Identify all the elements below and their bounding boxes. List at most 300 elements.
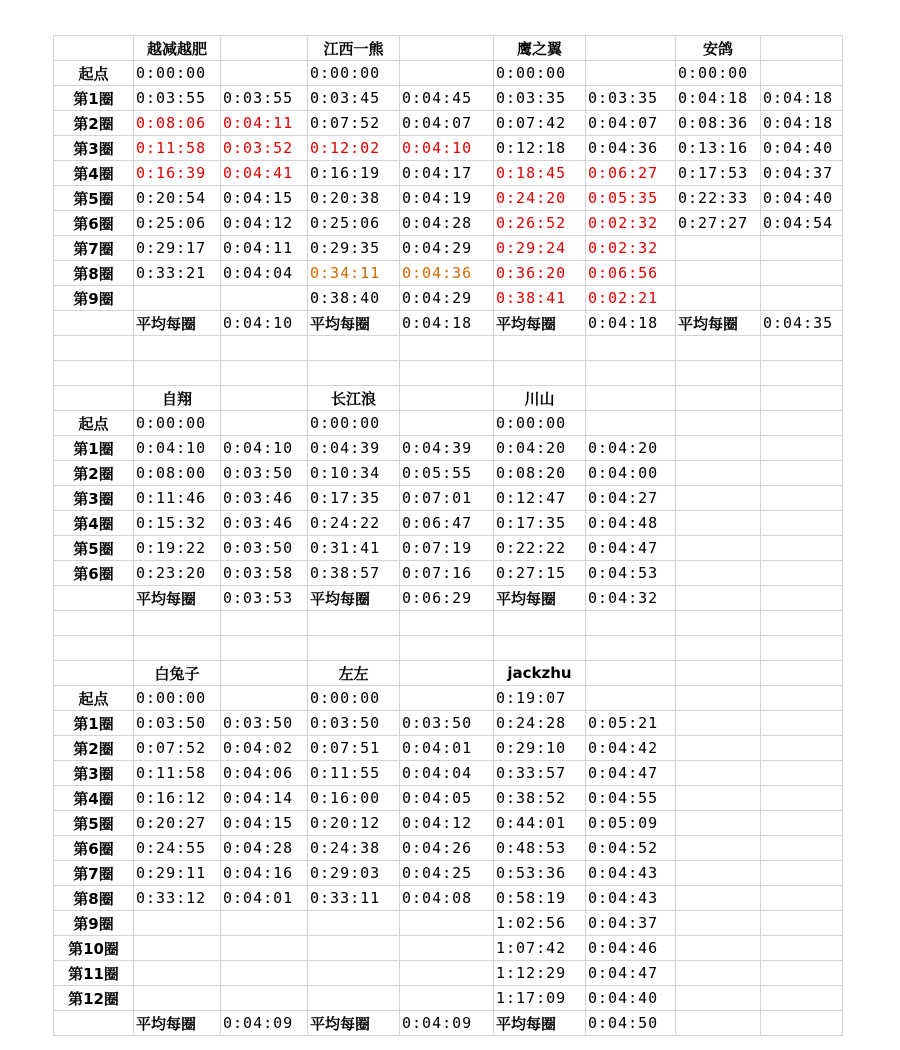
cumulative-time-cell[interactable]	[134, 986, 221, 1011]
cumulative-time-cell[interactable]: 1:12:29	[494, 961, 586, 986]
lap-label-cell[interactable]: 第2圈	[54, 111, 134, 136]
lap-label-cell[interactable]	[54, 1011, 134, 1036]
cumulative-time-cell[interactable]	[676, 961, 761, 986]
split-time-cell[interactable]	[221, 936, 308, 961]
lap-label-cell[interactable]: 第4圈	[54, 511, 134, 536]
split-time-cell[interactable]: 0:04:47	[586, 536, 676, 561]
split-time-cell[interactable]: 0:04:12	[400, 811, 494, 836]
cumulative-time-cell[interactable]: 0:00:00	[308, 61, 400, 86]
cumulative-time-cell[interactable]: 0:03:55	[134, 86, 221, 111]
cumulative-time-cell[interactable]: 0:15:32	[134, 511, 221, 536]
lap-label-cell[interactable]: 第5圈	[54, 536, 134, 561]
team-name-cell[interactable]: 鹰之翼	[494, 36, 586, 61]
split-time-cell[interactable]: 0:04:29	[400, 286, 494, 311]
split-time-cell[interactable]: 0:04:18	[400, 311, 494, 336]
split-time-cell[interactable]: 0:05:21	[586, 711, 676, 736]
empty-cell[interactable]	[134, 336, 221, 361]
empty-cell[interactable]	[761, 36, 843, 61]
lap-label-cell[interactable]: 第9圈	[54, 286, 134, 311]
cumulative-time-cell[interactable]	[676, 511, 761, 536]
cumulative-time-cell[interactable]: 0:44:01	[494, 811, 586, 836]
cumulative-time-cell[interactable]: 0:33:21	[134, 261, 221, 286]
empty-cell[interactable]	[761, 661, 843, 686]
split-time-cell[interactable]	[400, 61, 494, 86]
empty-cell[interactable]	[676, 636, 761, 661]
cumulative-time-cell[interactable]	[134, 961, 221, 986]
team-name-cell[interactable]: 长江浪	[308, 386, 400, 411]
split-time-cell[interactable]	[761, 936, 843, 961]
split-time-cell[interactable]: 0:04:09	[400, 1011, 494, 1036]
split-time-cell[interactable]: 0:04:11	[221, 236, 308, 261]
empty-cell[interactable]	[400, 661, 494, 686]
empty-cell[interactable]	[494, 361, 586, 386]
team-name-cell[interactable]: 自翔	[134, 386, 221, 411]
cumulative-time-cell[interactable]: 0:11:58	[134, 761, 221, 786]
cumulative-time-cell[interactable]: 0:04:39	[308, 436, 400, 461]
split-time-cell[interactable]: 0:04:00	[586, 461, 676, 486]
cumulative-time-cell[interactable]: 1:07:42	[494, 936, 586, 961]
cumulative-time-cell[interactable]: 0:38:41	[494, 286, 586, 311]
empty-cell[interactable]	[400, 361, 494, 386]
empty-cell[interactable]	[761, 636, 843, 661]
split-time-cell[interactable]: 0:04:45	[400, 86, 494, 111]
cumulative-time-cell[interactable]: 0:33:12	[134, 886, 221, 911]
cumulative-time-cell[interactable]: 0:33:57	[494, 761, 586, 786]
lap-label-cell[interactable]: 第3圈	[54, 136, 134, 161]
lap-label-cell[interactable]: 第4圈	[54, 786, 134, 811]
split-time-cell[interactable]: 0:04:11	[221, 111, 308, 136]
cumulative-time-cell[interactable]	[676, 711, 761, 736]
lap-label-cell[interactable]: 第11圈	[54, 961, 134, 986]
cumulative-time-cell[interactable]	[676, 436, 761, 461]
average-label-cell[interactable]: 平均每圈	[676, 311, 761, 336]
cumulative-time-cell[interactable]: 0:17:35	[494, 511, 586, 536]
cumulative-time-cell[interactable]: 0:33:11	[308, 886, 400, 911]
split-time-cell[interactable]	[761, 961, 843, 986]
split-time-cell[interactable]	[761, 261, 843, 286]
split-time-cell[interactable]: 0:03:46	[221, 486, 308, 511]
cumulative-time-cell[interactable]: 0:00:00	[308, 686, 400, 711]
split-time-cell[interactable]: 0:04:12	[221, 211, 308, 236]
cumulative-time-cell[interactable]	[308, 936, 400, 961]
empty-cell[interactable]	[400, 636, 494, 661]
split-time-cell[interactable]: 0:04:53	[586, 561, 676, 586]
empty-cell[interactable]	[761, 361, 843, 386]
lap-label-cell[interactable]: 第1圈	[54, 711, 134, 736]
split-time-cell[interactable]: 0:04:43	[586, 886, 676, 911]
cumulative-time-cell[interactable]: 0:29:35	[308, 236, 400, 261]
split-time-cell[interactable]	[761, 811, 843, 836]
cumulative-time-cell[interactable]: 0:08:00	[134, 461, 221, 486]
split-time-cell[interactable]: 0:06:29	[400, 586, 494, 611]
cumulative-time-cell[interactable]	[676, 886, 761, 911]
split-time-cell[interactable]	[586, 686, 676, 711]
cumulative-time-cell[interactable]: 0:24:22	[308, 511, 400, 536]
split-time-cell[interactable]: 0:04:06	[221, 761, 308, 786]
empty-cell[interactable]	[400, 386, 494, 411]
cumulative-time-cell[interactable]: 0:00:00	[134, 61, 221, 86]
split-time-cell[interactable]: 0:04:25	[400, 861, 494, 886]
split-time-cell[interactable]	[400, 411, 494, 436]
split-time-cell[interactable]: 0:04:16	[221, 861, 308, 886]
cumulative-time-cell[interactable]	[134, 286, 221, 311]
average-label-cell[interactable]: 平均每圈	[308, 311, 400, 336]
split-time-cell[interactable]	[761, 536, 843, 561]
cumulative-time-cell[interactable]: 0:16:19	[308, 161, 400, 186]
cumulative-time-cell[interactable]: 0:17:35	[308, 486, 400, 511]
cumulative-time-cell[interactable]	[676, 761, 761, 786]
lap-label-cell[interactable]: 第5圈	[54, 186, 134, 211]
cumulative-time-cell[interactable]: 0:27:27	[676, 211, 761, 236]
split-time-cell[interactable]: 0:04:10	[221, 311, 308, 336]
average-label-cell[interactable]: 平均每圈	[308, 1011, 400, 1036]
cumulative-time-cell[interactable]	[676, 811, 761, 836]
cumulative-time-cell[interactable]: 0:19:07	[494, 686, 586, 711]
team-name-cell[interactable]: jackzhu	[494, 661, 586, 686]
lap-label-cell[interactable]: 第7圈	[54, 236, 134, 261]
empty-cell[interactable]	[308, 361, 400, 386]
split-time-cell[interactable]	[221, 911, 308, 936]
cumulative-time-cell[interactable]	[676, 286, 761, 311]
split-time-cell[interactable]: 0:04:10	[221, 436, 308, 461]
split-time-cell[interactable]	[400, 961, 494, 986]
cumulative-time-cell[interactable]: 0:29:10	[494, 736, 586, 761]
cumulative-time-cell[interactable]: 0:08:06	[134, 111, 221, 136]
cumulative-time-cell[interactable]: 0:25:06	[134, 211, 221, 236]
cumulative-time-cell[interactable]: 0:07:52	[308, 111, 400, 136]
cumulative-time-cell[interactable]	[676, 686, 761, 711]
lap-label-cell[interactable]: 第12圈	[54, 986, 134, 1011]
split-time-cell[interactable]	[221, 686, 308, 711]
split-time-cell[interactable]	[761, 561, 843, 586]
split-time-cell[interactable]: 0:04:46	[586, 936, 676, 961]
cumulative-time-cell[interactable]	[676, 586, 761, 611]
split-time-cell[interactable]: 0:04:07	[586, 111, 676, 136]
cumulative-time-cell[interactable]	[676, 561, 761, 586]
cumulative-time-cell[interactable]: 0:18:45	[494, 161, 586, 186]
team-name-cell[interactable]: 江西一熊	[308, 36, 400, 61]
cumulative-time-cell[interactable]: 0:38:57	[308, 561, 400, 586]
cumulative-time-cell[interactable]: 0:04:10	[134, 436, 221, 461]
cumulative-time-cell[interactable]: 0:00:00	[134, 686, 221, 711]
split-time-cell[interactable]: 0:04:04	[221, 261, 308, 286]
split-time-cell[interactable]: 0:04:18	[586, 311, 676, 336]
split-time-cell[interactable]	[761, 1011, 843, 1036]
split-time-cell[interactable]: 0:04:17	[400, 161, 494, 186]
empty-cell[interactable]	[761, 386, 843, 411]
empty-cell[interactable]	[586, 611, 676, 636]
split-time-cell[interactable]: 0:06:27	[586, 161, 676, 186]
empty-cell[interactable]	[221, 36, 308, 61]
split-time-cell[interactable]: 0:04:01	[400, 736, 494, 761]
split-time-cell[interactable]	[221, 986, 308, 1011]
cumulative-time-cell[interactable]: 0:58:19	[494, 886, 586, 911]
cumulative-time-cell[interactable]: 0:20:27	[134, 811, 221, 836]
cumulative-time-cell[interactable]: 0:29:03	[308, 861, 400, 886]
cumulative-time-cell[interactable]: 0:24:38	[308, 836, 400, 861]
lap-label-cell[interactable]: 第8圈	[54, 261, 134, 286]
lap-label-cell[interactable]: 第2圈	[54, 736, 134, 761]
team-name-cell[interactable]: 越减越肥	[134, 36, 221, 61]
team-name-cell[interactable]	[676, 386, 761, 411]
empty-cell[interactable]	[400, 611, 494, 636]
empty-cell[interactable]	[494, 611, 586, 636]
split-time-cell[interactable]	[761, 236, 843, 261]
cumulative-time-cell[interactable]	[676, 861, 761, 886]
cumulative-time-cell[interactable]	[676, 261, 761, 286]
split-time-cell[interactable]: 0:04:36	[400, 261, 494, 286]
split-time-cell[interactable]	[761, 686, 843, 711]
split-time-cell[interactable]: 0:04:07	[400, 111, 494, 136]
split-time-cell[interactable]: 0:02:21	[586, 286, 676, 311]
split-time-cell[interactable]: 0:04:41	[221, 161, 308, 186]
cumulative-time-cell[interactable]: 0:20:12	[308, 811, 400, 836]
split-time-cell[interactable]: 0:04:28	[221, 836, 308, 861]
split-time-cell[interactable]: 0:04:08	[400, 886, 494, 911]
cumulative-time-cell[interactable]: 0:25:06	[308, 211, 400, 236]
cumulative-time-cell[interactable]: 0:29:11	[134, 861, 221, 886]
cumulative-time-cell[interactable]: 0:11:46	[134, 486, 221, 511]
split-time-cell[interactable]: 0:07:19	[400, 536, 494, 561]
cumulative-time-cell[interactable]: 0:12:18	[494, 136, 586, 161]
split-time-cell[interactable]: 0:04:48	[586, 511, 676, 536]
split-time-cell[interactable]	[761, 61, 843, 86]
cumulative-time-cell[interactable]: 0:29:24	[494, 236, 586, 261]
lap-label-cell[interactable]: 第1圈	[54, 86, 134, 111]
empty-cell[interactable]	[586, 661, 676, 686]
team-name-cell[interactable]: 左左	[308, 661, 400, 686]
cumulative-time-cell[interactable]: 0:07:42	[494, 111, 586, 136]
lap-label-cell[interactable]: 第2圈	[54, 461, 134, 486]
split-time-cell[interactable]: 0:04:01	[221, 886, 308, 911]
cumulative-time-cell[interactable]	[134, 911, 221, 936]
cumulative-time-cell[interactable]	[676, 461, 761, 486]
split-time-cell[interactable]: 0:04:40	[761, 186, 843, 211]
cumulative-time-cell[interactable]: 0:11:58	[134, 136, 221, 161]
cumulative-time-cell[interactable]: 0:03:35	[494, 86, 586, 111]
lap-label-cell[interactable]: 起点	[54, 411, 134, 436]
lap-label-cell[interactable]: 第4圈	[54, 161, 134, 186]
empty-cell[interactable]	[676, 336, 761, 361]
cumulative-time-cell[interactable]	[676, 836, 761, 861]
average-label-cell[interactable]: 平均每圈	[494, 311, 586, 336]
split-time-cell[interactable]	[221, 286, 308, 311]
split-time-cell[interactable]: 0:02:32	[586, 236, 676, 261]
cumulative-time-cell[interactable]: 0:20:38	[308, 186, 400, 211]
split-time-cell[interactable]: 0:04:39	[400, 436, 494, 461]
cumulative-time-cell[interactable]: 0:04:20	[494, 436, 586, 461]
cumulative-time-cell[interactable]: 0:20:54	[134, 186, 221, 211]
split-time-cell[interactable]: 0:03:46	[221, 511, 308, 536]
split-time-cell[interactable]: 0:03:58	[221, 561, 308, 586]
split-time-cell[interactable]	[400, 936, 494, 961]
cumulative-time-cell[interactable]: 0:48:53	[494, 836, 586, 861]
cumulative-time-cell[interactable]: 0:23:20	[134, 561, 221, 586]
split-time-cell[interactable]: 0:03:50	[221, 461, 308, 486]
cumulative-time-cell[interactable]: 0:29:17	[134, 236, 221, 261]
cumulative-time-cell[interactable]: 0:12:47	[494, 486, 586, 511]
cumulative-time-cell[interactable]: 0:19:22	[134, 536, 221, 561]
empty-cell[interactable]	[54, 361, 134, 386]
empty-cell[interactable]	[134, 361, 221, 386]
empty-cell[interactable]	[221, 386, 308, 411]
split-time-cell[interactable]	[221, 961, 308, 986]
cumulative-time-cell[interactable]	[676, 236, 761, 261]
cumulative-time-cell[interactable]: 0:27:15	[494, 561, 586, 586]
split-time-cell[interactable]	[586, 411, 676, 436]
split-time-cell[interactable]: 0:06:56	[586, 261, 676, 286]
cumulative-time-cell[interactable]: 0:16:39	[134, 161, 221, 186]
split-time-cell[interactable]: 0:04:04	[400, 761, 494, 786]
cumulative-time-cell[interactable]: 0:13:16	[676, 136, 761, 161]
split-time-cell[interactable]: 0:04:09	[221, 1011, 308, 1036]
split-time-cell[interactable]: 0:03:53	[221, 586, 308, 611]
split-time-cell[interactable]: 0:04:50	[586, 1011, 676, 1036]
cumulative-time-cell[interactable]: 0:24:28	[494, 711, 586, 736]
cumulative-time-cell[interactable]: 1:17:09	[494, 986, 586, 1011]
split-time-cell[interactable]: 0:04:20	[586, 436, 676, 461]
empty-cell[interactable]	[134, 636, 221, 661]
empty-cell[interactable]	[400, 336, 494, 361]
empty-cell[interactable]	[221, 636, 308, 661]
split-time-cell[interactable]: 0:04:15	[221, 186, 308, 211]
lap-label-cell[interactable]: 第3圈	[54, 486, 134, 511]
split-time-cell[interactable]: 0:07:16	[400, 561, 494, 586]
cumulative-time-cell[interactable]: 0:00:00	[676, 61, 761, 86]
split-time-cell[interactable]: 0:04:02	[221, 736, 308, 761]
lap-label-cell[interactable]: 第6圈	[54, 561, 134, 586]
empty-cell[interactable]	[494, 636, 586, 661]
split-time-cell[interactable]	[761, 286, 843, 311]
split-time-cell[interactable]	[761, 836, 843, 861]
split-time-cell[interactable]: 0:04:52	[586, 836, 676, 861]
cumulative-time-cell[interactable]	[308, 986, 400, 1011]
cumulative-time-cell[interactable]: 0:11:55	[308, 761, 400, 786]
split-time-cell[interactable]: 0:03:55	[221, 86, 308, 111]
split-time-cell[interactable]	[400, 986, 494, 1011]
cumulative-time-cell[interactable]	[676, 486, 761, 511]
cumulative-time-cell[interactable]: 0:31:41	[308, 536, 400, 561]
cumulative-time-cell[interactable]: 0:00:00	[494, 411, 586, 436]
header-blank-cell[interactable]	[54, 661, 134, 686]
cumulative-time-cell[interactable]: 0:04:18	[676, 86, 761, 111]
cumulative-time-cell[interactable]: 0:22:22	[494, 536, 586, 561]
split-time-cell[interactable]: 0:04:47	[586, 761, 676, 786]
split-time-cell[interactable]: 0:04:19	[400, 186, 494, 211]
cumulative-time-cell[interactable]	[134, 936, 221, 961]
split-time-cell[interactable]: 0:04:18	[761, 86, 843, 111]
split-time-cell[interactable]: 0:04:40	[761, 136, 843, 161]
split-time-cell[interactable]: 0:04:37	[586, 911, 676, 936]
cumulative-time-cell[interactable]	[676, 1011, 761, 1036]
cumulative-time-cell[interactable]: 0:16:00	[308, 786, 400, 811]
split-time-cell[interactable]: 0:04:32	[586, 586, 676, 611]
cumulative-time-cell[interactable]	[308, 911, 400, 936]
cumulative-time-cell[interactable]: 0:24:20	[494, 186, 586, 211]
split-time-cell[interactable]: 0:03:50	[221, 536, 308, 561]
split-time-cell[interactable]: 0:04:05	[400, 786, 494, 811]
empty-cell[interactable]	[221, 661, 308, 686]
cumulative-time-cell[interactable]: 0:00:00	[494, 61, 586, 86]
split-time-cell[interactable]	[586, 61, 676, 86]
lap-label-cell[interactable]: 起点	[54, 686, 134, 711]
empty-cell[interactable]	[400, 36, 494, 61]
split-time-cell[interactable]	[761, 911, 843, 936]
cumulative-time-cell[interactable]: 0:16:12	[134, 786, 221, 811]
cumulative-time-cell[interactable]: 0:26:52	[494, 211, 586, 236]
split-time-cell[interactable]: 0:03:50	[221, 711, 308, 736]
split-time-cell[interactable]: 0:04:35	[761, 311, 843, 336]
cumulative-time-cell[interactable]: 0:22:33	[676, 186, 761, 211]
cumulative-time-cell[interactable]	[676, 786, 761, 811]
split-time-cell[interactable]: 0:05:55	[400, 461, 494, 486]
cumulative-time-cell[interactable]: 0:00:00	[308, 411, 400, 436]
lap-label-cell[interactable]: 第1圈	[54, 436, 134, 461]
lap-label-cell[interactable]: 第9圈	[54, 911, 134, 936]
split-time-cell[interactable]: 0:04:37	[761, 161, 843, 186]
split-time-cell[interactable]: 0:03:50	[400, 711, 494, 736]
average-label-cell[interactable]: 平均每圈	[494, 1011, 586, 1036]
cumulative-time-cell[interactable]	[676, 411, 761, 436]
split-time-cell[interactable]	[761, 886, 843, 911]
split-time-cell[interactable]: 0:04:43	[586, 861, 676, 886]
cumulative-time-cell[interactable]: 0:36:20	[494, 261, 586, 286]
split-time-cell[interactable]: 0:04:18	[761, 111, 843, 136]
split-time-cell[interactable]	[761, 586, 843, 611]
split-time-cell[interactable]: 0:04:14	[221, 786, 308, 811]
empty-cell[interactable]	[134, 611, 221, 636]
empty-cell[interactable]	[221, 361, 308, 386]
split-time-cell[interactable]: 0:02:32	[586, 211, 676, 236]
cumulative-time-cell[interactable]: 0:24:55	[134, 836, 221, 861]
split-time-cell[interactable]	[761, 761, 843, 786]
split-time-cell[interactable]	[761, 486, 843, 511]
cumulative-time-cell[interactable]	[676, 986, 761, 1011]
split-time-cell[interactable]: 0:04:36	[586, 136, 676, 161]
cumulative-time-cell[interactable]: 0:07:51	[308, 736, 400, 761]
split-time-cell[interactable]	[221, 61, 308, 86]
lap-label-cell[interactable]: 第8圈	[54, 886, 134, 911]
empty-cell[interactable]	[586, 336, 676, 361]
lap-label-cell[interactable]: 起点	[54, 61, 134, 86]
average-label-cell[interactable]: 平均每圈	[134, 586, 221, 611]
lap-label-cell[interactable]: 第10圈	[54, 936, 134, 961]
empty-cell[interactable]	[221, 336, 308, 361]
lap-label-cell[interactable]: 第6圈	[54, 211, 134, 236]
cumulative-time-cell[interactable]: 0:03:45	[308, 86, 400, 111]
split-time-cell[interactable]	[400, 911, 494, 936]
split-time-cell[interactable]	[761, 436, 843, 461]
cumulative-time-cell[interactable]	[676, 911, 761, 936]
split-time-cell[interactable]: 0:04:28	[400, 211, 494, 236]
cumulative-time-cell[interactable]: 0:08:36	[676, 111, 761, 136]
split-time-cell[interactable]: 0:03:52	[221, 136, 308, 161]
lap-label-cell[interactable]: 第5圈	[54, 811, 134, 836]
empty-cell[interactable]	[221, 611, 308, 636]
cumulative-time-cell[interactable]: 0:07:52	[134, 736, 221, 761]
split-time-cell[interactable]	[761, 461, 843, 486]
empty-cell[interactable]	[54, 336, 134, 361]
split-time-cell[interactable]: 0:04:42	[586, 736, 676, 761]
average-label-cell[interactable]: 平均每圈	[308, 586, 400, 611]
split-time-cell[interactable]: 0:05:35	[586, 186, 676, 211]
cumulative-time-cell[interactable]	[676, 536, 761, 561]
split-time-cell[interactable]: 0:04:55	[586, 786, 676, 811]
empty-cell[interactable]	[54, 611, 134, 636]
empty-cell[interactable]	[54, 636, 134, 661]
empty-cell[interactable]	[308, 611, 400, 636]
split-time-cell[interactable]	[221, 411, 308, 436]
